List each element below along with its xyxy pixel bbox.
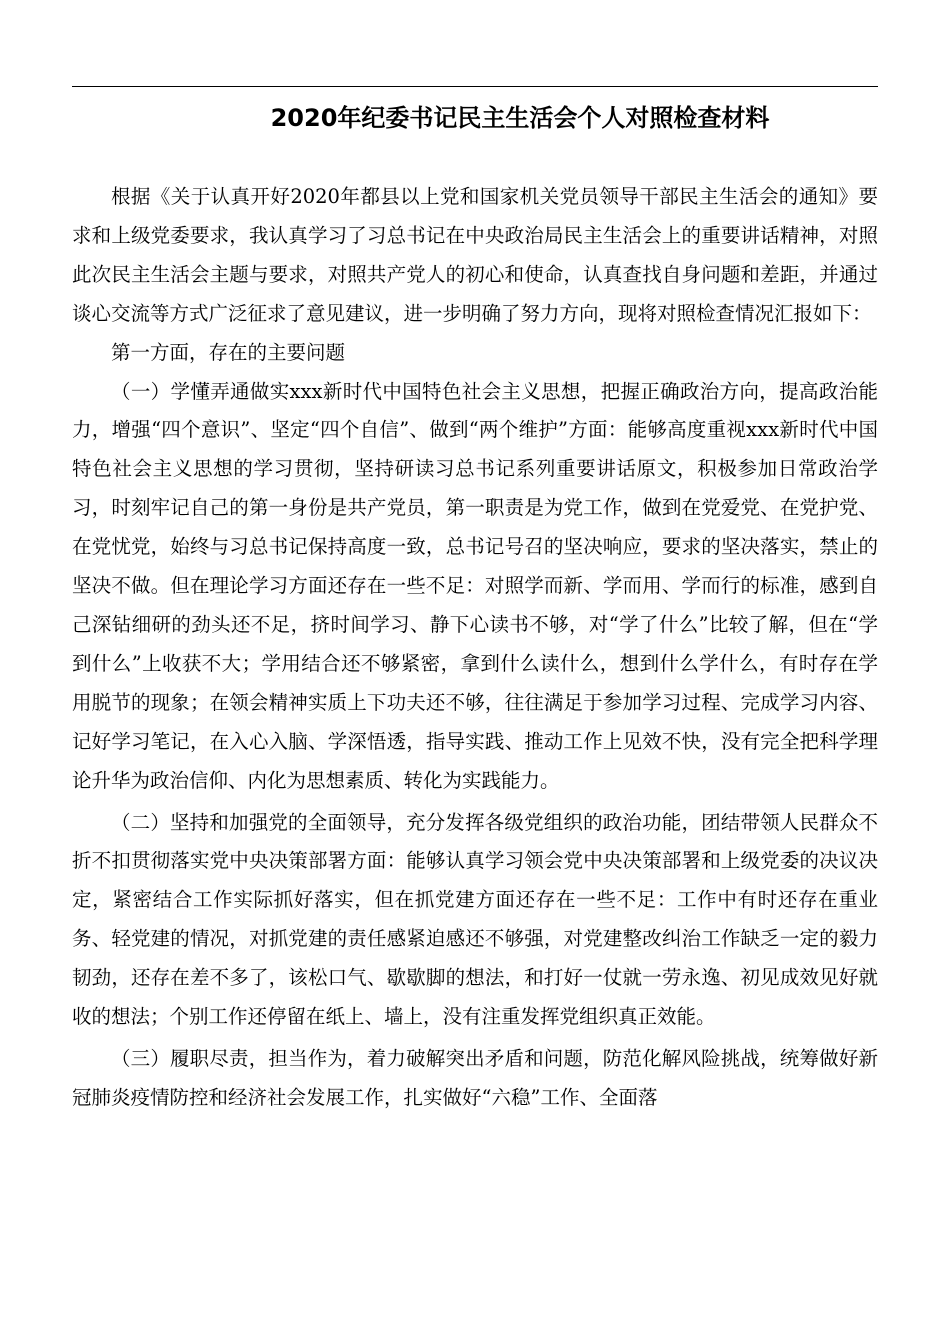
paragraph-item-3: （三）履职尽责，担当作为，着力破解突出矛盾和问题，防范化解风险挑战，统筹做好新冠肺炎疫情防控和经济社会发展工作，扎实做好“六稳”工作、全面落 (72, 1046, 878, 1109)
paragraph-item-1: （一）学懂弄通做实xxx新时代中国特色社会主义思想，把握正确政治方向，提高政治能力，增强“四个意识”、坚定“四个自信”、做到“两个维护”方面：能够高度重视xxx新时代中国特色社会主义思想的学习贯彻，坚持研读习总书记系列重要讲话原文，积极参加日常政治学习，时刻牢记自己的第一身份是共产党员，第一职责是为党工作，做到在党爱党、在党护党、在党忧党，始终与习总书记保持高度一致，总书记号召的坚决响应，要求的坚决落实，禁止的坚决不做。但在理论学习方面还存在一些不足：对照学而新、学而用、学而行的标准，感到自己深钻细研的劲头还不足，挤时间学习、静下心读书不够，对“学了什么”比较了解，但在“学到什么”上收获不大；学用结合还不够紧密，拿到什么读什么，想到什么学什么，有时存在学用脱节的现象；在领会精神实质上下功夫还不够，往往满足于参加学习过程、完成学习内容、记好学习笔记，在入心入脑、学深悟透，指导实践、推动工作上见效不快，没有完全把科学理论升华为政治信仰、内化为思想素质、转化为实践能力。 (72, 379, 878, 792)
document-title: 2020年纪委书记民主生活会个人对照检查材料 (270, 104, 770, 132)
section-heading: 第一方面，存在的主要问题 (111, 340, 346, 364)
paragraph-item-2: （二）坚持和加强党的全面领导，充分发挥各级党组织的政治功能，团结带领人民群众不折不扣贯彻落实党中央决策部署方面：能够认真学习领会党中央决策部署和上级党委的决议决定，紧密结合工作实际抓好落实，但在抓党建方面还存在一些不足：工作中有时还存在重业务、轻党建的情况，对抓党建的责任感紧迫感还不够强，对党建整改纠治工作缺乏一定的毅力韧劲，还存在差不多了，该松口气、歇歇脚的想法，和打好一仗就一劳永逸、初见成效见好就收的想法；个别工作还停留在纸上、墙上，没有注重发挥党组织真正效能。 (72, 810, 878, 1029)
document-body (72, 178, 878, 1118)
intro-paragraph: 根据《关于认真开好2020年都县以上党和国家机关党员领导干部民主生活会的通知》要求和上级党委要求，我认真学习了习总书记在中央政治局民主生活会上的重要讲话精神，对照此次民主生活会主题与要求，对照共产党人的初心和使命，认真查找自身问题和差距，并通过谈心交流等方式广泛征求了意见建议，进一步明确了努力方向，现将对照检查情况汇报如下： (72, 185, 878, 325)
header-rule (72, 86, 878, 87)
